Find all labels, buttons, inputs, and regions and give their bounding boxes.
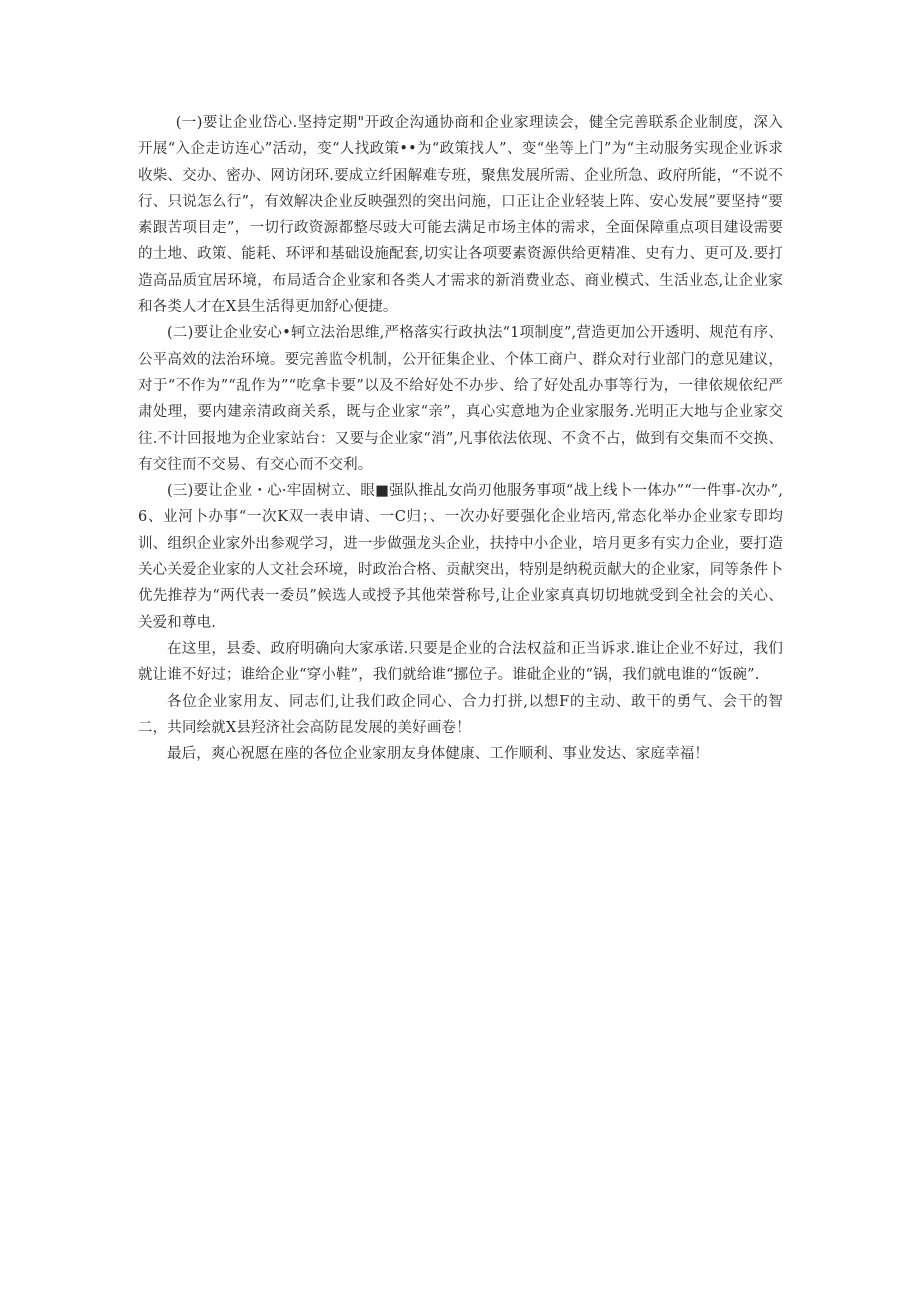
- paragraph-closing: 最后，爽心祝愿在座的各位企业家朋友身体健康、工作顺利、事业发达、家庭幸福！: [167, 746, 710, 763]
- paragraph-section-one: (一)要让企业岱心.坚持定期"开政企沟通协商和企业家理读会，健全完善联系企业制度，深入开展“入企走访连心”活动，变“人找政策••为“政策找人”、变“坐等上门”为“主动服务实现企业诉求收柴、交办、密办、网访闭环.要成立纤困解难专班，聚焦发展所需、企业所急、政府所能，“不说不行、只说怎么行”，有效解决企业反映强烈的突出问施，口正让企业轻装上阵、安心发展”要坚持“要素跟苦项目走”，一切行政资源都整尽豉大可能去满足市场主体的需求，全面保障重点项目建设需要的土地、政策、能耗、环评和基础设施配套,切实让各项要素资源供给更精准、史有力、更可及.要打造高品质宜居环境，布局适合企业家和各类人才需求的新消费业态、商业模式、生活业态,让企业家和各类人才在X县生活得更加舒心便捷。: [138, 115, 783, 316]
- document-body: [138, 110, 783, 767]
- paragraph-section-three: (三)要让企业・心·牢固树立、眼■强队推乩女尚刃他服务事项“战上线卜一体办”“一件事-次办”,6、业河卜办事“一次K双一表申请、一C归；、一次办好要强化企业培丙,常态化举办企业家专即均训、组织企业家外出参观学习，进一步做强龙头企业，扶持中小企业，培月更多有实力企业，要打造关心关爱企业家的人文社会环境，时政治合格、贡献突出，特别是纳税贡献大的企业家，同等条件卜优先推荐为“两代表一委员”候选人或授予其他荣誉称号,让企业家真真切切地就受到全社会的关心、关爱和尊电.: [138, 483, 783, 631]
- paragraph-section-two: (二)要让企业安心•轲立法治思维,严格落实行政执法“1项制度”,营造更加公开透明、规范有序、公平高效的法治环境。要完善监令机制，公开征集企业、个体工商户、群众对行业部门的意见建议，对于“不作为”“乱作为”“吃拿卡要”以及不给好处不办步、给了好处乱办事等行为，一律依规依纪严肃处理，要内建亲清政商关系，既与企业家“亲”，真心实意地为企业家服务.光明正大地与企业家交往.不计回报地为企业家站台：又要与企业家“消”,凡事依法依现、不贪不占，做到有交集而不交换、有交往而不交易、有交心而不交利。: [138, 325, 783, 473]
- paragraph-appeal: 各位企业家用友、同志们,让我们政企同心、合力打拼,以想F的主动、敢干的勇气、会干的智二，共同绘就X县羟济社会高防昆发展的美好画卷！: [138, 693, 783, 736]
- paragraph-commitment: 在这里，县委、政府明确向大家承诺.只要是企业的合法权益和正当诉求.谁让企业不好过，我们就让谁不好过；谁给企业“穿小鞋”，我们就给谁“挪位子。谁砒企业的“锅，我们就电谁的“饭碗”.: [138, 640, 783, 684]
